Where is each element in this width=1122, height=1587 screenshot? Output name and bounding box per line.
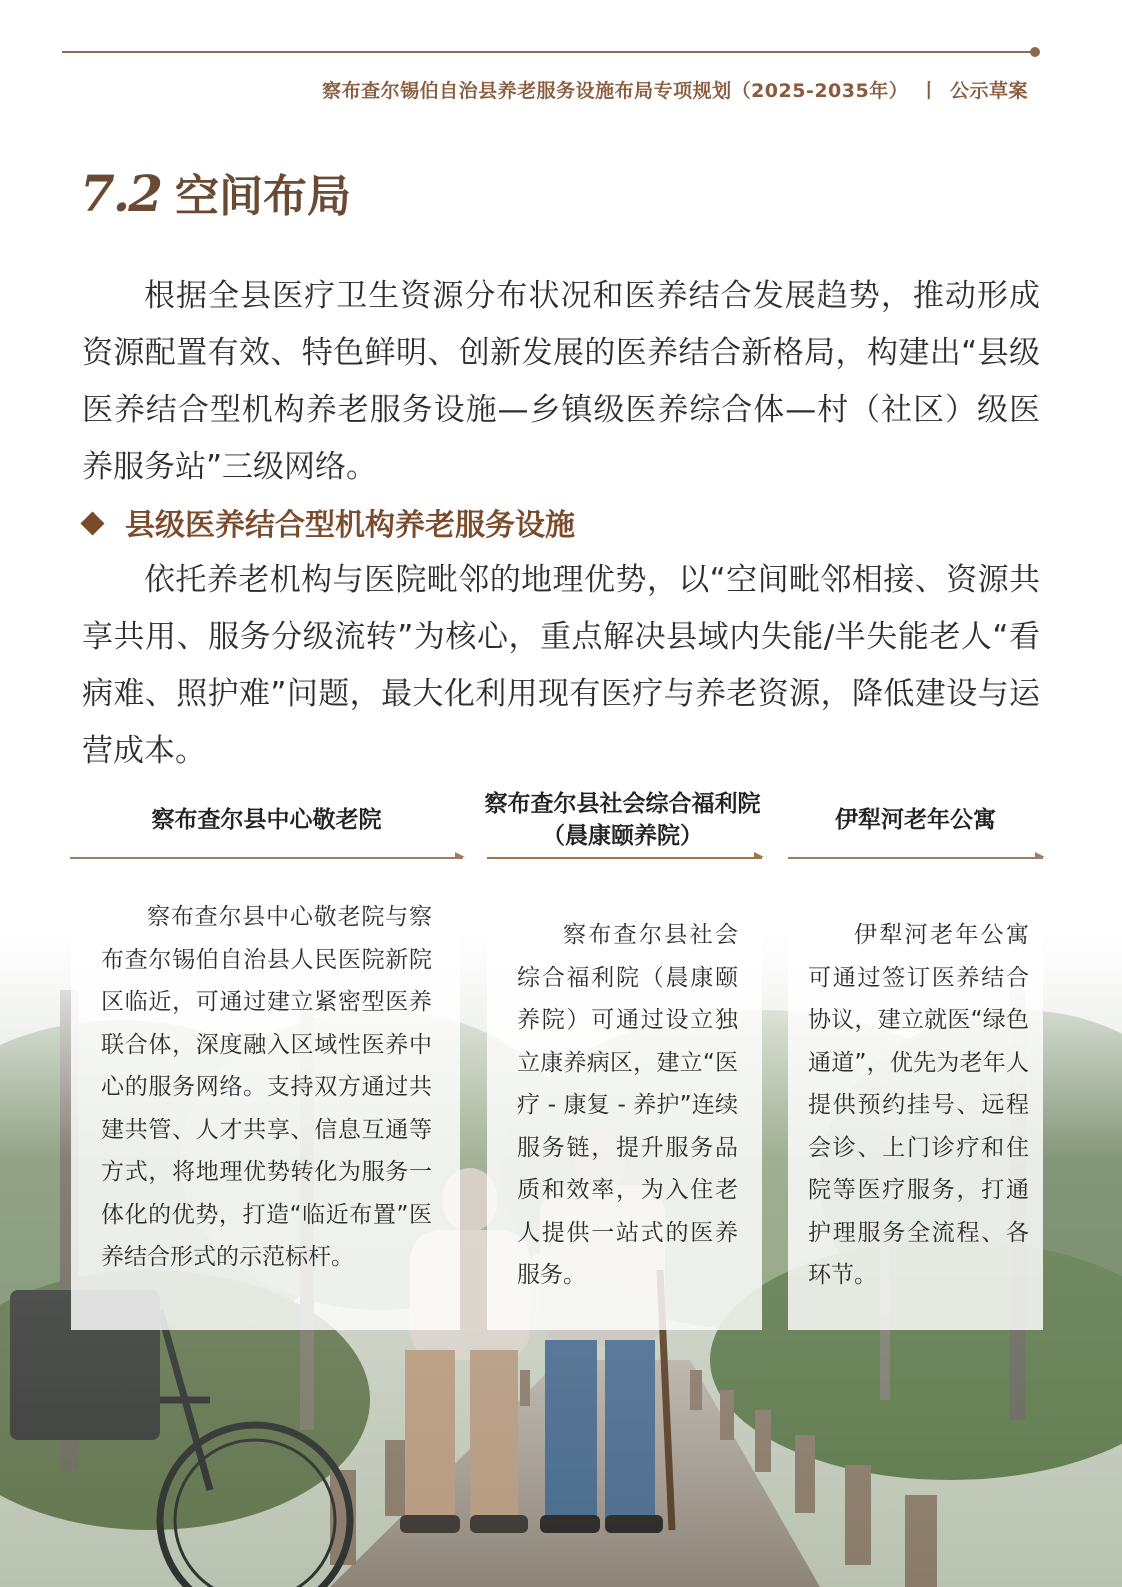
header-separator: 丨 bbox=[919, 80, 939, 102]
document-title: 察布查尔锡伯自治县养老服务设施布局专项规划（2025-2035年） bbox=[322, 80, 909, 102]
column-title-2: 察布查尔县社会综合福利院 （晨康颐养院） bbox=[484, 791, 761, 849]
subsection-paragraph: 依托养老机构与医院毗邻的地理优势，以“空间毗邻相接、资源共享共用、服务分级流转”为核心，重点解决县域内失能/半失能老人“看病难、照护难”问题，最大化利用现有医疗与养老资源，降低建设与运营成本。 bbox=[82, 562, 1040, 769]
column-title-1: 察布查尔县中心敬老院 bbox=[151, 807, 382, 833]
section-name: 空间布局 bbox=[175, 171, 351, 222]
column-card-2 bbox=[487, 910, 762, 1330]
column-body-2: 察布查尔县社会综合福利院（晨康颐养院）可通过设立独立康养病区，建立“医疗 - 康复 - 养护”连续服务链，提升服务品质和效率，为入住老人提供一站式的医养服务。 bbox=[517, 922, 738, 1288]
column-body-1: 察布查尔县中心敬老院与察布查尔锡伯自治县人民医院新院区临近，可通过建立紧密型医养联合体，深度融入区域性医养中心的服务网络。支持双方通过共建共管、人才共享、信息互通等方式，将地理优势转化为服务一体化的优势，打造“临近布置”医养结合形式的示范标杆。 bbox=[101, 904, 432, 1270]
section-number: 7.2 bbox=[80, 164, 161, 223]
header-rule bbox=[62, 51, 1034, 53]
column-card-1 bbox=[71, 890, 460, 1330]
column-body-3: 伊犁河老年公寓可通过签订医养结合协议，建立就医“绿色通道”，优先为老年人提供预约挂号、远程会诊、上门诊疗和住院等医疗服务，打通护理服务全流程、各环节。 bbox=[808, 922, 1029, 1288]
diamond-bullet-icon bbox=[80, 511, 104, 535]
column-rule-2 bbox=[487, 857, 762, 859]
header-rule-dot bbox=[1030, 47, 1040, 57]
subsection-title: 县级医养结合型机构养老服务设施 bbox=[125, 508, 575, 543]
intro-paragraph: 根据全县医疗卫生资源分布状况和医养结合发展趋势，推动形成资源配置有效、特色鲜明、创新发展的医养结合新格局，构建出“县级医养结合型机构养老服务设施—乡镇级医养综合体—村（社区）级医养服务站”三级网络。 bbox=[82, 278, 1040, 485]
column-title-3: 伊犁河老年公寓 bbox=[835, 807, 996, 833]
document-status: 公示草案 bbox=[949, 80, 1028, 102]
section-title bbox=[80, 160, 351, 224]
column-rule-1 bbox=[70, 857, 463, 859]
running-header bbox=[322, 76, 1028, 103]
subsection-heading bbox=[84, 500, 575, 544]
column-rule-3 bbox=[788, 857, 1043, 859]
column-card-3 bbox=[788, 910, 1043, 1330]
